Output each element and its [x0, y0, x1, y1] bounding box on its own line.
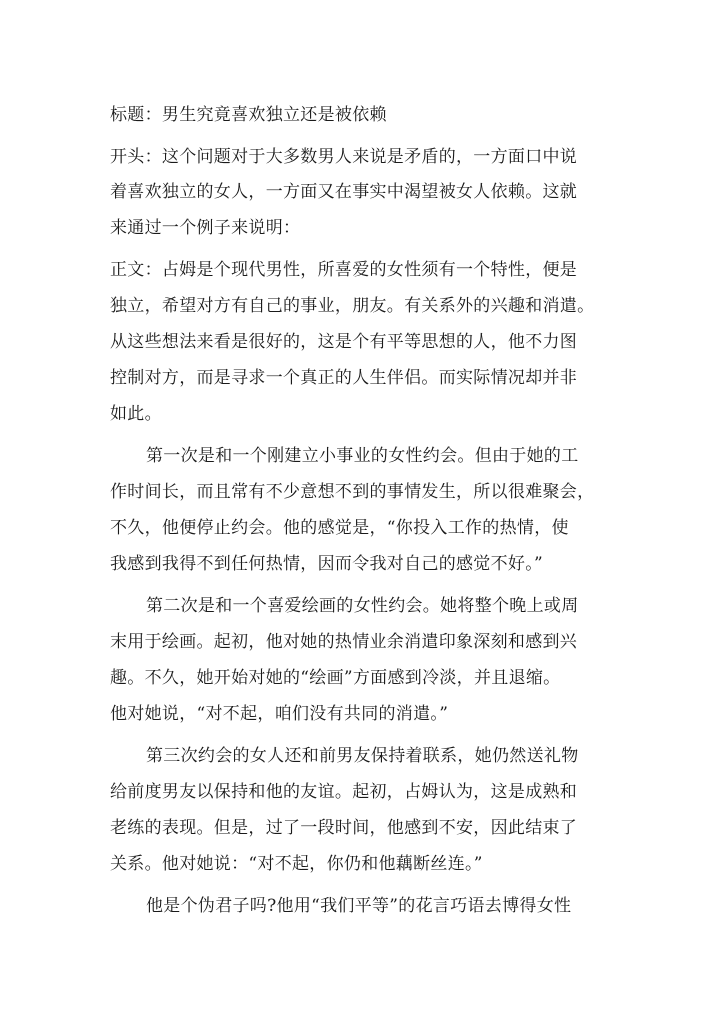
document-line: 给前度男友以保持和他的友谊。起初，占姆认为，这是成熟和 — [110, 782, 578, 802]
document-line: 第一次是和一个刚建立小事业的女性约会。但由于她的工 — [146, 446, 579, 466]
document-line: 着喜欢独立的女人，一方面又在事实中渴望被女人依赖。这就 — [110, 182, 578, 202]
document-line: 末用于绘画。起初，他对她的热情业余消遣印象深刻和感到兴 — [110, 632, 578, 652]
document-line: 老练的表现。但是，过了一段时间，他感到不安，因此结束了 — [110, 818, 578, 838]
document-line: 他是个伪君子吗?他用“我们平等”的花言巧语去博得女性 — [146, 896, 572, 916]
document-line: 开头：这个问题对于大多数男人来说是矛盾的，一方面口中说 — [110, 147, 578, 167]
document-line: 不久，他便停止约会。他的感觉是，“你投入工作的热情，使 — [110, 518, 569, 538]
document-line: 作时间长，而且常有不少意想不到的事情发生，所以很难聚会， — [110, 482, 595, 502]
document-line: 如此。 — [110, 404, 162, 424]
document-line: 正文：占姆是个现代男性，所喜爱的女性须有一个特性，便是 — [110, 260, 578, 280]
document-line: 从这些想法来看是很好的，这是个有平等思想的人，他不力图 — [110, 332, 578, 352]
document-line: 趣。不久，她开始对她的“绘画”方面感到冷淡，并且退缩。 — [110, 668, 561, 688]
document-line: 第三次约会的女人还和前男友保持着联系，她仍然送礼物 — [146, 746, 579, 766]
document-line: 来通过一个例子来说明： — [110, 218, 301, 238]
document-line: 关系。他对她说：“对不起，你仍和他藕断丝连。” — [110, 854, 483, 874]
document-line: 控制对方，而是寻求一个真正的人生伴侣。而实际情况却并非 — [110, 368, 578, 388]
document-title: 标题：男生究竟喜欢独立还是被依赖 — [110, 105, 387, 125]
document-line: 第二次是和一个喜爱绘画的女性约会。她将整个晚上或周 — [146, 596, 579, 616]
document-line: 独立，希望对方有自己的事业，朋友。有关系外的兴趣和消遣。 — [110, 296, 595, 316]
document-line: 他对她说，“对不起，咱们没有共同的消遣。” — [110, 704, 449, 724]
document-line: 我感到我得不到任何热情，因而令我对自己的感觉不好。” — [110, 554, 543, 574]
